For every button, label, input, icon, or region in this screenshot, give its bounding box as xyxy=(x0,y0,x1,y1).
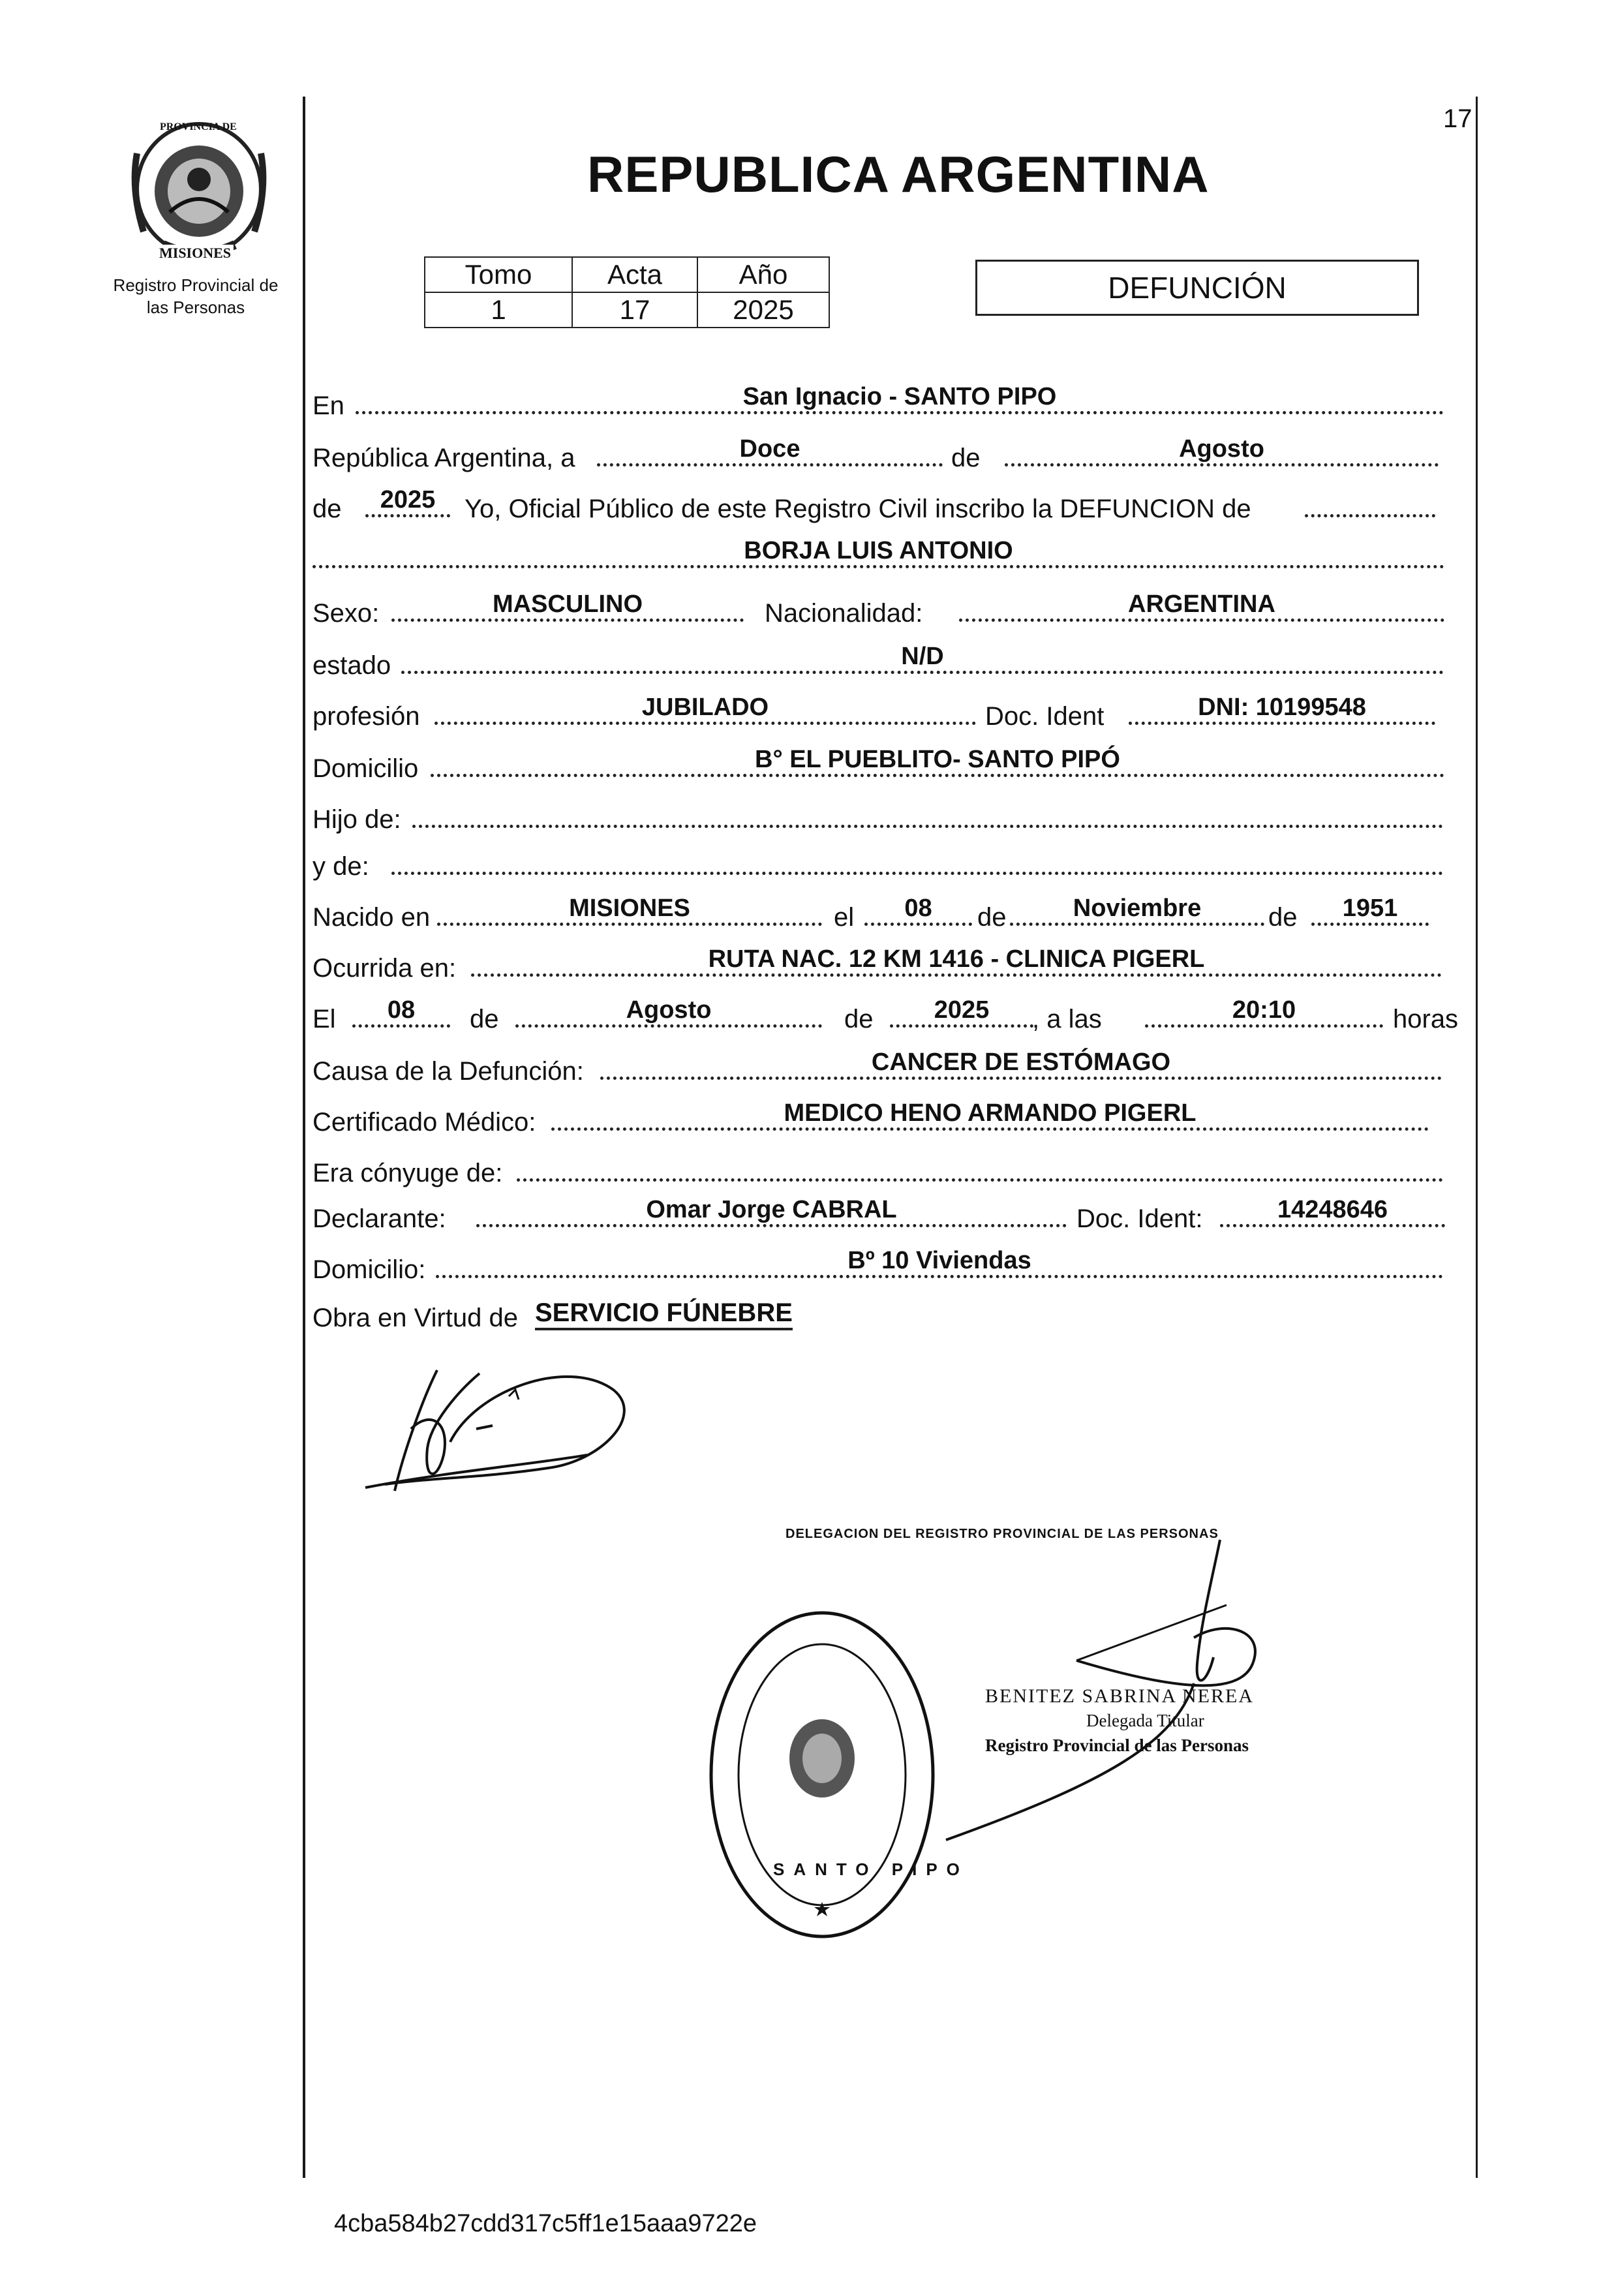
domicilio-field: B° EL PUEBLITO- SANTO PIPÓ xyxy=(431,745,1444,777)
domicilio2-label: Domicilio: xyxy=(313,1255,426,1284)
y-de-label: y de: xyxy=(313,852,369,881)
page-title: REPUBLICA ARGENTINA xyxy=(587,145,1210,203)
registry-label xyxy=(91,274,300,318)
birth-year-field: 1951 xyxy=(1311,894,1429,926)
statement-text: Yo, Oficial Público de este Registro Civil inscribo la DEFUNCION de xyxy=(465,495,1251,523)
province-seal-logo xyxy=(124,114,274,264)
seal-text-top: PROVINCIA DE xyxy=(160,121,237,132)
death-time-field: 20:10 xyxy=(1145,996,1383,1028)
document-hash: 4cba584b27cdd317c5ff1e15aaa9722e xyxy=(334,2210,757,2237)
tomo-acta-ano-table xyxy=(424,256,830,328)
year-field: 2025 xyxy=(365,485,450,517)
tomo-header: Tomo xyxy=(425,257,572,292)
estado-field: N/D xyxy=(401,642,1444,674)
horas-label: horas xyxy=(1393,1005,1459,1033)
hijo-de-field xyxy=(412,796,1443,828)
doc-ident-label: Doc. Ident xyxy=(985,702,1105,731)
birth-day-field: 08 xyxy=(864,894,972,926)
month-field: Agosto xyxy=(1005,435,1439,467)
certificado-field: MEDICO HENO ARMANDO PIGERL xyxy=(551,1099,1429,1131)
page-number: 17 xyxy=(1443,104,1472,133)
obra-value: SERVICIO FÚNEBRE xyxy=(535,1298,793,1330)
day-field: Doce xyxy=(597,435,943,467)
statement-blank xyxy=(1305,485,1435,517)
conyuge-field xyxy=(517,1150,1443,1182)
doc-ident-field: DNI: 10199548 xyxy=(1129,693,1435,725)
nacido-label: Nacido en xyxy=(313,903,431,932)
nacionalidad-field: ARGENTINA xyxy=(959,590,1444,622)
official-title: Delegada Titular xyxy=(1086,1711,1204,1730)
seal-text-bottom: MISIONES xyxy=(157,245,234,262)
profesion-label: profesión xyxy=(313,702,420,731)
el-death-label: El xyxy=(313,1005,336,1033)
place-field: San Ignacio - SANTO PIPO xyxy=(356,382,1444,414)
republica-label: República Argentina, a xyxy=(313,444,575,472)
stamp-inner-text: SANTO PIPO xyxy=(773,1860,969,1879)
de-birth-month-label: de xyxy=(977,903,1007,932)
birthplace-field: MISIONES xyxy=(437,894,822,926)
de-death-year-label: de xyxy=(844,1005,874,1033)
profesion-field: JUBILADO xyxy=(435,693,976,725)
acta-value: 17 xyxy=(572,292,697,328)
el-label: el xyxy=(834,903,855,932)
obra-label: Obra en Virtud de xyxy=(313,1304,519,1332)
causa-label: Causa de la Defunción: xyxy=(313,1057,584,1086)
ano-value: 2025 xyxy=(697,292,829,328)
record-type-box: DEFUNCIÓN xyxy=(975,260,1419,316)
declarant-signature xyxy=(352,1351,646,1520)
official-office: Registro Provincial de las Personas xyxy=(985,1736,1249,1755)
death-day-field: 08 xyxy=(352,996,450,1028)
declarante-label: Declarante: xyxy=(313,1204,446,1233)
domicilio2-field: Bº 10 Viviendas xyxy=(436,1246,1443,1278)
ocurrida-field: RUTA NAC. 12 KM 1416 - CLINICA PIGERL xyxy=(471,945,1442,977)
domicilio-label: Domicilio xyxy=(313,754,419,783)
de-year-label: de xyxy=(313,495,342,523)
causa-field: CANCER DE ESTÓMAGO xyxy=(600,1048,1442,1080)
y-de-field xyxy=(391,843,1443,875)
sexo-field: MASCULINO xyxy=(391,590,744,622)
registry-label-line1: Registro Provincial de xyxy=(113,275,279,295)
acta-header: Acta xyxy=(572,257,697,292)
declarante-field: Omar Jorge CABRAL xyxy=(476,1195,1067,1227)
a-las-label: , a las xyxy=(1032,1005,1102,1033)
de-birth-year-label: de xyxy=(1268,903,1298,932)
nacionalidad-label: Nacionalidad: xyxy=(765,599,923,628)
tomo-value: 1 xyxy=(425,292,572,328)
deceased-name-field: BORJA LUIS ANTONIO xyxy=(313,536,1444,568)
official-name: BENITEZ SABRINA NEREA xyxy=(985,1685,1254,1707)
en-label: En xyxy=(313,391,344,420)
stamp-ring-text: DELEGACION DEL REGISTRO PROVINCIAL DE LAS PERSONAS xyxy=(783,1527,1221,1542)
ocurrida-label: Ocurrida en: xyxy=(313,954,457,983)
de-label: de xyxy=(951,444,981,472)
certificado-label: Certificado Médico: xyxy=(313,1108,536,1137)
death-year-field: 2025 xyxy=(890,996,1033,1028)
official-stamp xyxy=(701,1602,943,1948)
doc-ident2-field: 14248646 xyxy=(1220,1195,1445,1227)
hijo-de-label: Hijo de: xyxy=(313,805,401,834)
doc-ident2-label: Doc. Ident: xyxy=(1076,1204,1203,1233)
death-month-field: Agosto xyxy=(515,996,822,1028)
registry-label-line2: las Personas xyxy=(146,298,245,317)
ano-header: Año xyxy=(697,257,829,292)
conyuge-label: Era cónyuge de: xyxy=(313,1159,503,1187)
right-margin-rule xyxy=(1476,97,1478,2178)
estado-label: estado xyxy=(313,651,391,680)
sexo-label: Sexo: xyxy=(313,599,380,628)
birth-month-field: Noviembre xyxy=(1010,894,1264,926)
left-margin-rule xyxy=(303,97,305,2178)
de-death-month-label: de xyxy=(470,1005,499,1033)
